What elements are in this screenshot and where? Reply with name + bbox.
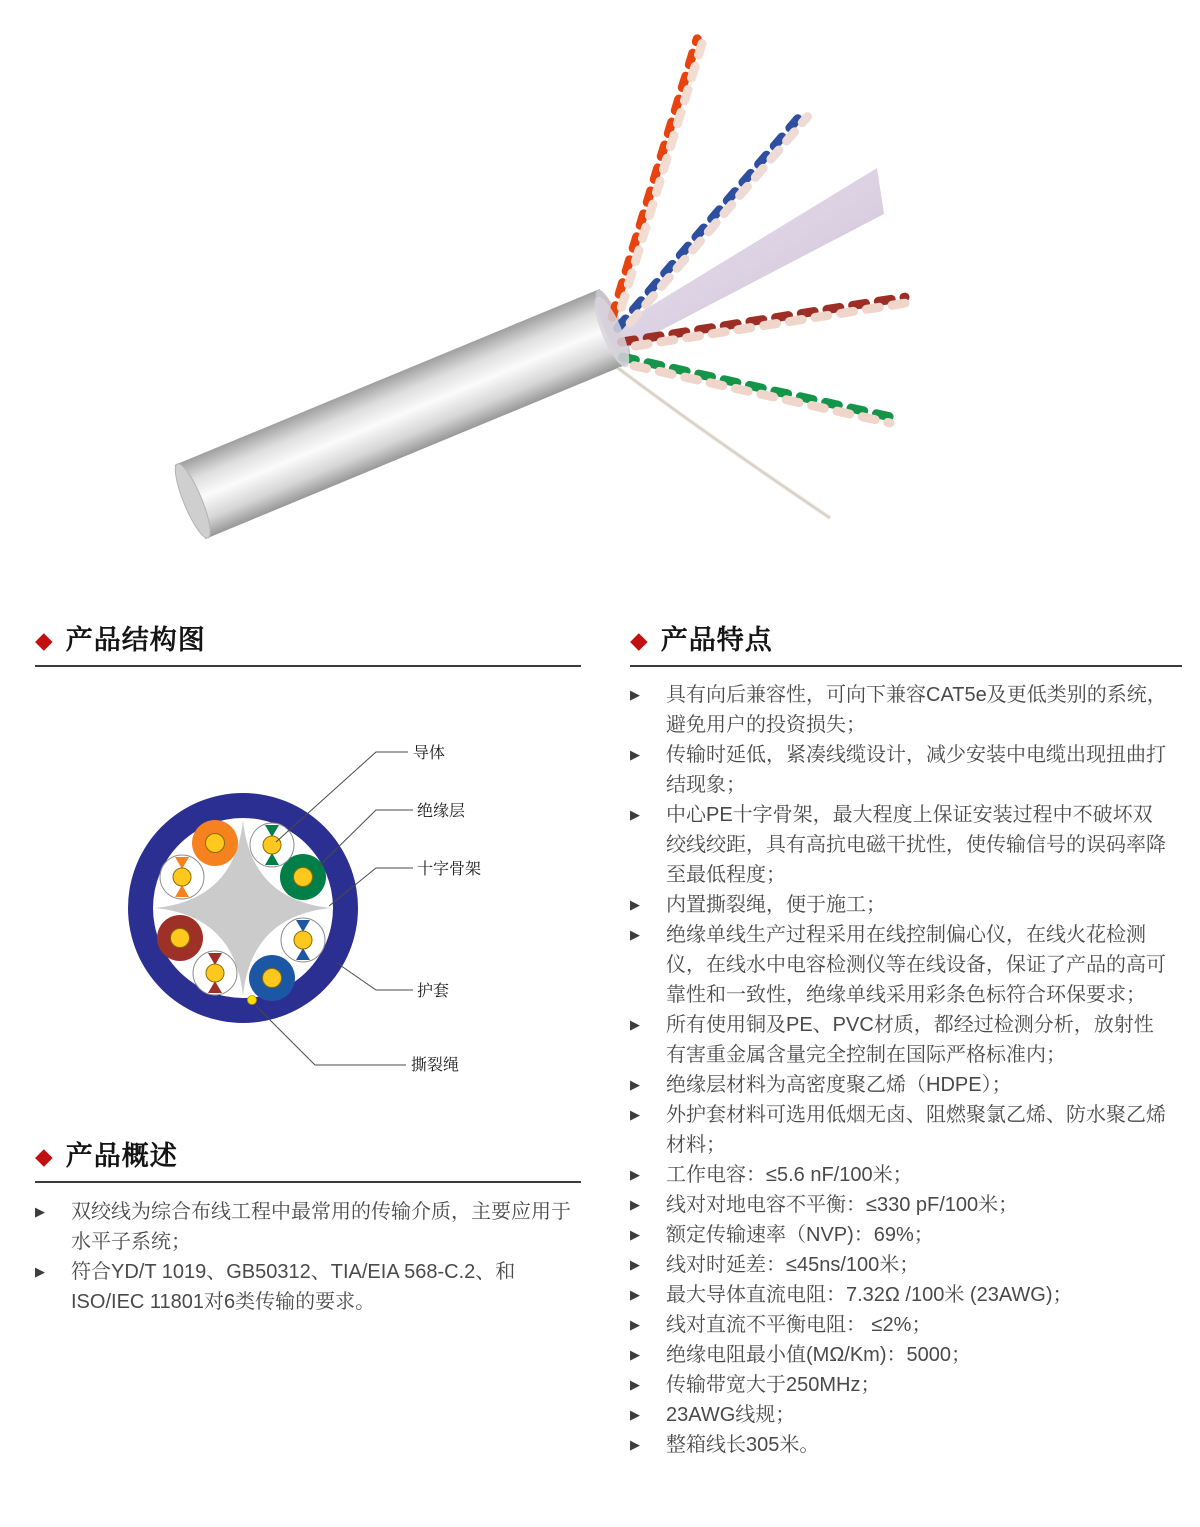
section-overview bbox=[35, 1140, 581, 1317]
rip-cord-strand bbox=[618, 368, 830, 518]
bullet-triangle-icon: ▶ bbox=[630, 1227, 640, 1242]
list-item bbox=[35, 1197, 571, 1257]
list-item bbox=[630, 680, 1172, 740]
bullet-triangle-icon: ▶ bbox=[630, 927, 640, 942]
bullet-triangle-icon: ▶ bbox=[630, 687, 640, 702]
red-diamond-icon: ◆ bbox=[35, 1142, 53, 1169]
feature-item-text: 绝缘电阻最小值(MΩ/Km)：5000； bbox=[666, 1344, 971, 1366]
section-structure-title: 产品结构图 bbox=[65, 625, 206, 655]
red-diamond-icon: ◆ bbox=[630, 626, 648, 653]
list-item bbox=[630, 1220, 1172, 1250]
wire-white-orange-stripe bbox=[160, 855, 204, 899]
bullet-triangle-icon: ▶ bbox=[630, 807, 640, 822]
features-list bbox=[630, 680, 1172, 1460]
bullet-triangle-icon: ▶ bbox=[630, 1317, 640, 1332]
section-overview-header bbox=[35, 1140, 581, 1172]
bullet-triangle-icon: ▶ bbox=[630, 1077, 640, 1092]
wire-orange bbox=[192, 820, 238, 866]
bullet-triangle-icon: ▶ bbox=[630, 1017, 640, 1032]
section-structure-header bbox=[35, 624, 581, 656]
feature-item-text: 线对时延差：≤45ns/100米； bbox=[666, 1254, 920, 1276]
feature-item-text: 最大导体直流电阻：7.32Ω /100米 (23AWG)； bbox=[666, 1284, 1073, 1306]
wire-blue bbox=[249, 955, 295, 1001]
bullet-triangle-icon: ▶ bbox=[630, 1347, 640, 1362]
list-item bbox=[630, 1070, 1172, 1100]
feature-item-text: 传输带宽大于250MHz； bbox=[666, 1374, 881, 1396]
feature-item-text: 工作电容：≤5.6 nF/100米； bbox=[666, 1164, 913, 1186]
section-overview-title: 产品概述 bbox=[65, 1141, 178, 1171]
cable-cross-section-diagram bbox=[100, 716, 580, 1120]
wire-white-dark-red-stripe bbox=[193, 951, 237, 995]
bullet-triangle-icon: ▶ bbox=[630, 897, 640, 912]
bullet-triangle-icon: ▶ bbox=[35, 1264, 45, 1279]
list-item bbox=[630, 1430, 1172, 1460]
bullet-triangle-icon: ▶ bbox=[630, 1197, 640, 1212]
list-item bbox=[630, 890, 1172, 920]
cross-section-drawing bbox=[100, 716, 580, 1120]
feature-item-text: 线对直流不平衡电阻： ≤2%； bbox=[666, 1314, 932, 1336]
wire-white-green-stripe bbox=[250, 823, 294, 867]
feature-item-text: 所有使用铜及PE、PVC材质，都经过检测分析，放射性有害重金属含量完全控制在国际严格标准内； bbox=[666, 1014, 1154, 1066]
feature-item-text: 中心PE十字骨架，最大程度上保证安装过程中不破坏双绞线绞距，具有高抗电磁干扰性，使传输信号的误码率降至最低程度； bbox=[666, 804, 1166, 886]
list-item bbox=[630, 740, 1172, 800]
overview-item-text: 符合YD/T 1019、GB50312、TIA/EIA 568-C.2、和ISO/IEC 11801对6类传输的要求。 bbox=[71, 1261, 516, 1313]
feature-item-text: 线对对地电容不平衡：≤330 pF/100米； bbox=[666, 1194, 1019, 1216]
list-item bbox=[630, 1340, 1172, 1370]
feature-item-text: 具有向后兼容性，可向下兼容CAT5e及更低类别的系统，避免用户的投资损失； bbox=[666, 684, 1167, 736]
diagram-label-conductor: 导体 bbox=[413, 745, 446, 762]
bullet-triangle-icon: ▶ bbox=[630, 1377, 640, 1392]
list-item bbox=[630, 1100, 1172, 1160]
feature-item-text: 绝缘单线生产过程采用在线控制偏心仪，在线火花检测仪，在线水中电容检测仪等在线设备，保证了产品的高可靠性和一致性，绝缘单线采用彩条色标符合环保要求； bbox=[666, 924, 1166, 1006]
diagram-label-rip-cord: 撕裂绳 bbox=[411, 1057, 460, 1074]
feature-item-text: 传输时延低，紧凑线缆设计，减少安装中电缆出现扭曲打结现象； bbox=[666, 744, 1166, 796]
rip-cord-dot bbox=[248, 996, 257, 1005]
cable-jacket bbox=[169, 286, 637, 541]
section-structure bbox=[35, 624, 581, 667]
list-item bbox=[630, 1370, 1172, 1400]
twisted-pair-orange-white bbox=[612, 39, 703, 319]
list-item bbox=[630, 1190, 1172, 1220]
diagram-label-cross-skeleton: 十字骨架 bbox=[417, 861, 482, 878]
list-item bbox=[630, 1310, 1172, 1340]
feature-item-text: 绝缘层材料为高密度聚乙烯（HDPE）； bbox=[666, 1074, 1012, 1096]
overview-list bbox=[35, 1197, 571, 1317]
feature-item-text: 内置撕裂绳，便于施工； bbox=[666, 894, 886, 916]
list-item bbox=[630, 800, 1172, 890]
section-rule bbox=[35, 665, 581, 667]
bullet-triangle-icon: ▶ bbox=[630, 1257, 640, 1272]
bullet-triangle-icon: ▶ bbox=[35, 1204, 45, 1219]
feature-item-text: 23AWG线规； bbox=[666, 1404, 796, 1426]
list-item bbox=[630, 1160, 1172, 1190]
diagram-label-sheath: 护套 bbox=[417, 983, 450, 1000]
list-item bbox=[35, 1257, 571, 1317]
bullet-triangle-icon: ▶ bbox=[630, 1287, 640, 1302]
section-rule bbox=[35, 1181, 581, 1183]
overview-item-text: 双绞线为综合布线工程中最常用的传输介质，主要应用于水平子系统； bbox=[71, 1201, 571, 1253]
wire-white-blue-stripe bbox=[281, 918, 325, 962]
diagram-label-insulation: 绝缘层 bbox=[417, 803, 466, 820]
bullet-triangle-icon: ▶ bbox=[630, 1407, 640, 1422]
bullet-triangle-icon: ▶ bbox=[630, 1107, 640, 1122]
feature-item-text: 额定传输速率（NVP)：69%； bbox=[666, 1224, 934, 1246]
list-item bbox=[630, 1280, 1172, 1310]
list-item bbox=[630, 1250, 1172, 1280]
feature-item-text: 外护套材料可选用低烟无卤、阻燃聚氯乙烯、防水聚乙烯材料； bbox=[666, 1104, 1166, 1156]
bullet-triangle-icon: ▶ bbox=[630, 1437, 640, 1452]
bullet-triangle-icon: ▶ bbox=[630, 747, 640, 762]
list-item bbox=[630, 1400, 1172, 1430]
wire-dark-red bbox=[157, 915, 203, 961]
section-features-header bbox=[630, 624, 1182, 656]
red-diamond-icon: ◆ bbox=[35, 626, 53, 653]
section-features-title: 产品特点 bbox=[660, 625, 773, 655]
cable-photo-illustration bbox=[140, 10, 1020, 550]
twisted-pair-green-white bbox=[621, 357, 891, 423]
list-item bbox=[630, 920, 1172, 1010]
feature-item-text: 整箱线长305米。 bbox=[666, 1434, 820, 1456]
list-item bbox=[630, 1010, 1172, 1070]
section-rule bbox=[630, 665, 1182, 667]
section-features bbox=[630, 624, 1182, 1460]
bullet-triangle-icon: ▶ bbox=[630, 1167, 640, 1182]
